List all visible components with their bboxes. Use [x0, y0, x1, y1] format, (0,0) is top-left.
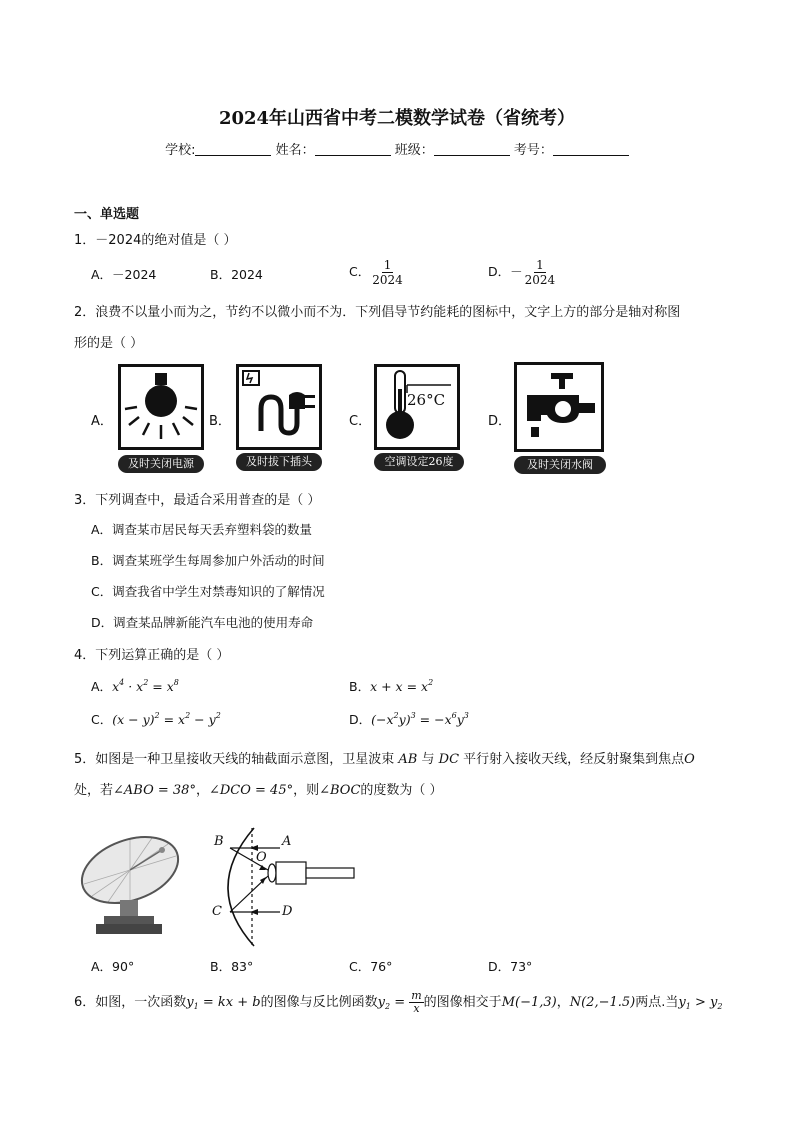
point-o-label: O [256, 850, 267, 865]
point-c-label: C [212, 904, 222, 919]
point-d-label: D [282, 904, 293, 919]
q6-text-part: 6．如图，一次函数 [74, 995, 187, 1010]
q6-text-part: 两点.当 [635, 995, 679, 1010]
q6-text-part: 的图像相交于 [423, 995, 502, 1010]
exam-number-blank [553, 144, 629, 156]
q4-option-d-label: D． [349, 712, 372, 727]
q1-option-b: B．2024 [210, 267, 263, 282]
q5-text-part: 平行射入接收天线，经反射聚集到焦点 [463, 752, 685, 767]
caption-turn-off-power: 及时关闭电源 [118, 455, 204, 473]
question-5-stem-line2 [74, 779, 443, 798]
q3-option-a: A．调查某市居民每天丢弃塑料袋的数量 [91, 522, 313, 537]
question-3-stem: 3．下列调查中，最适合采用普查的是（ ） [74, 493, 321, 508]
page-title: 2024年山西省中考二模数学试卷（省统考） [218, 108, 576, 129]
question-5-stem-line1 [74, 748, 695, 767]
question-6-stem [74, 990, 722, 1015]
q5-angle-abo: ∠ABO = 38° [113, 783, 196, 798]
q4-option-a-label: A． [91, 679, 113, 694]
q6-linear-function: $y_1$ = kx + b [186, 995, 261, 1011]
q6-text-part: ， [556, 995, 570, 1010]
question-2-stem-line1: 2．浪费不以量小而为之，节约不以微小而不为．下列倡导节约能耗的图标中，文字上方的部分是轴对称图 [74, 305, 681, 320]
q4-option-b-expr: $x + x = x^2$ [370, 678, 434, 694]
class-label: 班级： [394, 143, 434, 158]
q5-option-b: B．83° [210, 959, 254, 974]
q3-option-c: C．调查我省中学生对禁毒知识的了解情况 [91, 584, 325, 599]
caption-close-water-valve: 及时关闭水阀 [514, 456, 606, 474]
student-info-line [0, 139, 794, 158]
q2-option-d-label: D． [488, 414, 512, 429]
caption-unplug: 及时拔下插头 [236, 453, 322, 471]
q4-option-c [91, 710, 221, 728]
question-4-stem: 4．下列运算正确的是（ ） [74, 648, 230, 663]
q5-option-a: A．90° [91, 959, 135, 974]
q6-text-part: 的图像与反比例函数 [260, 995, 378, 1010]
q5-text-part: 的度数为（ ） [360, 783, 443, 798]
fraction [370, 258, 405, 287]
q5-option-c: C．76° [349, 959, 393, 974]
q6-inverse-function: $y_2$ = $\frac{m}{x}$ [377, 989, 422, 1015]
q6-point-n: N(2,−1.5) [569, 995, 636, 1010]
q5-o: O [684, 752, 695, 767]
section-title: 一、单选题 [74, 207, 140, 222]
point-a-label: A [282, 834, 292, 849]
light-bulb-icon [118, 364, 204, 450]
q5-text-part: ，则 [293, 783, 320, 798]
q5-text-part: 5．如图是一种卫星接收天线的轴截面示意图，卫星波束 [74, 752, 395, 767]
q5-text-part: 处，若 [74, 783, 114, 798]
q1-option-d [488, 258, 557, 287]
school-label: 学校: [165, 143, 196, 158]
q5-text-part: 与 [421, 752, 435, 767]
q3-option-b: B．调查某班学生每周参加户外活动的时间 [91, 553, 325, 568]
question-2-stem-line2: 形的是（ ） [74, 336, 144, 351]
q6-point-m: M(−1,3) [501, 995, 557, 1010]
caption-ac-setting: 空调设定26度 [374, 453, 464, 471]
fraction [523, 258, 558, 287]
satellite-dish-photo [78, 826, 190, 936]
q6-inequality: $y_1 > y_2$ [678, 995, 723, 1011]
q4-option-a-expr: $x^4 \cdot x^2 = x^8$ [112, 678, 179, 694]
antenna-cross-section-diagram [206, 826, 362, 948]
fraction-numerator: 1 [383, 258, 392, 272]
exam-number-label: 考号： [513, 143, 553, 158]
q5-angle-dco: ∠DCO = 45° [208, 783, 294, 798]
name-blank [315, 144, 391, 156]
question-1-stem: 1．－2024的绝对值是（ ） [74, 233, 237, 248]
q4-option-b [349, 677, 433, 695]
name-label: 姓名： [275, 143, 315, 158]
q2-option-a-label: A． [91, 414, 113, 429]
water-tap-icon [514, 362, 604, 452]
q5-text-part: ， [195, 783, 209, 798]
plug-icon [236, 364, 322, 450]
school-blank [195, 144, 271, 156]
fraction-numerator: 1 [536, 258, 544, 272]
q5-dc: DC [434, 752, 464, 767]
q4-option-c-expr: $(x - y)^2 = x^2 - y^2$ [112, 711, 221, 727]
q3-option-d: D．调查某品牌新能汽车电池的使用寿命 [91, 615, 314, 630]
q4-option-b-label: B． [349, 679, 371, 694]
q5-ab: AB [394, 752, 422, 767]
q2-option-c-label: C． [349, 414, 372, 429]
q5-option-d: D．73° [488, 959, 533, 974]
class-blank [434, 144, 510, 156]
q4-option-d-expr: $(-x^2y)^3 = -x^6y^3$ [371, 711, 469, 727]
thermometer-icon [374, 364, 460, 450]
fraction-denominator: 2024 [372, 273, 403, 287]
temperature-text: 26°C [407, 391, 446, 409]
point-b-label: B [214, 834, 224, 849]
q2-option-b-label: B． [209, 414, 231, 429]
q1-option-d-label: D．－ [488, 264, 523, 279]
q5-angle-boc: ∠BOC [319, 783, 361, 798]
q4-option-c-label: C． [91, 712, 113, 727]
q1-option-c-label: C． [349, 264, 371, 279]
q1-option-a: A．－2024 [91, 267, 157, 282]
q4-option-d [349, 710, 469, 728]
q1-option-c [349, 258, 405, 287]
q4-option-a [91, 677, 179, 695]
fraction-denominator: 2024 [524, 273, 556, 287]
